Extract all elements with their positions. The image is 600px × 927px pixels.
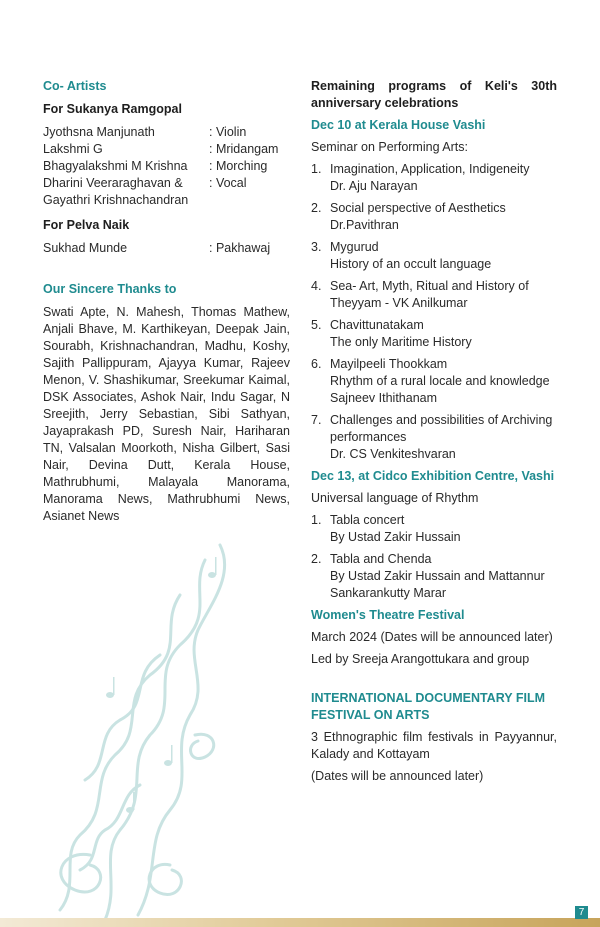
item-line: Dr. CS Venkiteshvaran (330, 447, 456, 461)
item-line: By Ustad Zakir Hussain and Mattannur Sankarankutty Marar (330, 569, 545, 600)
artist-role: : Pakhawaj (209, 241, 271, 255)
dec10-intro: Seminar on Performing Arts: (311, 140, 469, 154)
item-number: 3. (311, 240, 322, 254)
item-line: Challenges and possibilities of Archiving performances (330, 413, 553, 444)
thanks-heading: Our Sincere Thanks to (43, 282, 177, 296)
thanks-text: Swati Apte, N. Mahesh, Thomas Mathew, Anjali Bhave, M. Karthikeyan, Deepak Jain, Sourabh, Krishnachandran, Madhu, Koshy, Sajith Pallippuram, Ajayya Kumar, Rajeev Menon, V. Shashikumar, Sreekumar Kaimal, DSK Associates, Ashok Nair, Indu Sagar, N Sreejith, Jerry Sebastian, Sibi Sathyan, Jayaprakash PD, Suresh Nair, Hariharan TN, Valsalan Moorkoth, Nisha Gilbert, Sasi Nair, Devina Dutt, Kerala House, Mathrubhumi, Malayala Manorama, Manorama News, Mathrubhumi News, Asianet News (43, 305, 290, 523)
footer-gold-bar (0, 918, 600, 927)
list-item (311, 161, 557, 195)
artist-role: : Morching (209, 159, 268, 173)
documentary-festival-dates: (Dates will be announced later) (311, 769, 484, 783)
artist-row (43, 124, 290, 141)
music-note-stem (171, 745, 173, 763)
music-note-icon (208, 572, 216, 578)
item-line: History of an occult language (330, 257, 492, 271)
artist-row (43, 141, 290, 158)
swirl-stroke (149, 864, 181, 894)
list-item (311, 412, 557, 463)
swirl-stroke (138, 545, 225, 915)
item-number: 1. (311, 162, 322, 176)
swirl-stroke (60, 595, 180, 910)
list-item (311, 356, 557, 407)
item-line: Dr.Pavithran (330, 218, 399, 232)
artist-name: Bhagyalakshmi M Krishna (43, 159, 188, 173)
music-note-icon (164, 760, 172, 766)
swirl-stroke (61, 854, 101, 892)
item-number: 7. (311, 413, 322, 427)
item-line: Rhythm of a rural locale and knowledge (330, 374, 550, 388)
documentary-festival-heading: INTERNATIONAL DOCUMENTARY FILM FESTIVAL ON ARTS (311, 691, 546, 722)
music-note-stem (215, 557, 217, 575)
group1-heading: For Sukanya Ramgopal (43, 102, 182, 116)
item-line: Chavittunatakam (330, 318, 424, 332)
artist-row (43, 175, 290, 192)
artist-name: Sukhad Munde (43, 241, 128, 255)
item-line: By Ustad Zakir Hussain (330, 530, 461, 544)
item-line: Sajneev Ithithanam (330, 391, 438, 405)
item-line: Tabla concert (330, 513, 405, 527)
item-number: 4. (311, 279, 322, 293)
music-note-stem (133, 792, 135, 810)
programs-title: Remaining programs of Keli's 30th anniversary celebrations (311, 79, 557, 110)
artist-role: : Violin (209, 125, 247, 139)
women-theatre-heading: Women's Theatre Festival (311, 608, 465, 622)
item-line: Social perspective of Aesthetics (330, 201, 506, 215)
list-item (311, 200, 557, 234)
music-swirl-illustration (20, 535, 260, 925)
item-line: Sea- Art, Myth, Ritual and History of Theyyam - VK Anilkumar (330, 279, 529, 310)
swirl-stroke (85, 655, 160, 780)
women-theatre-dates: March 2024 (Dates will be announced later) (311, 630, 553, 644)
item-line: Dr. Aju Narayan (330, 179, 418, 193)
artist-role (209, 192, 290, 209)
music-note-stem (113, 677, 115, 695)
page-number: 7 (575, 906, 588, 919)
artist-name: Dharini Veeraraghavan & (43, 176, 183, 190)
artist-row (43, 192, 290, 209)
item-number: 2. (311, 552, 322, 566)
item-line: Imagination, Application, Indigeneity (330, 162, 530, 176)
artist-name: Jyothsna Manjunath (43, 125, 155, 139)
item-line: Mayilpeeli Thookkam (330, 357, 448, 371)
artist-row (43, 158, 290, 175)
list-item (311, 551, 557, 602)
item-line: The only Maritime History (330, 335, 472, 349)
list-item (311, 278, 557, 312)
dec10-heading: Dec 10 at Kerala House Vashi (311, 118, 486, 132)
group2-heading: For Pelva Naik (43, 218, 130, 232)
list-item (311, 512, 557, 546)
music-note-icon (106, 692, 114, 698)
left-column (43, 78, 290, 525)
co-artists-heading: Co- Artists (43, 79, 107, 93)
group1-list (43, 124, 290, 209)
music-note-icon (126, 807, 134, 813)
artist-role: : Vocal (209, 176, 247, 190)
artist-row (43, 240, 290, 257)
women-theatre-lead: Led by Sreeja Arangottukara and group (311, 652, 530, 666)
item-number: 6. (311, 357, 322, 371)
documentary-festival-text: 3 Ethnographic film festivals in Payyannur, Kalady and Kottayam (311, 730, 557, 761)
swirl-stroke (191, 734, 214, 758)
item-line: Tabla and Chenda (330, 552, 432, 566)
list-item (311, 317, 557, 351)
artist-name: Lakshmi G (43, 142, 103, 156)
dec13-heading: Dec 13, at Cidco Exhibition Centre, Vashi (311, 469, 555, 483)
item-number: 1. (311, 513, 322, 527)
item-line: Mygurud (330, 240, 379, 254)
dec13-intro: Universal language of Rhythm (311, 491, 479, 505)
item-number: 2. (311, 201, 322, 215)
right-column (311, 78, 557, 790)
artist-name: Gayathri Krishnachandran (43, 193, 189, 207)
item-number: 5. (311, 318, 322, 332)
list-item (311, 239, 557, 273)
artist-role: : Mridangam (209, 142, 279, 156)
